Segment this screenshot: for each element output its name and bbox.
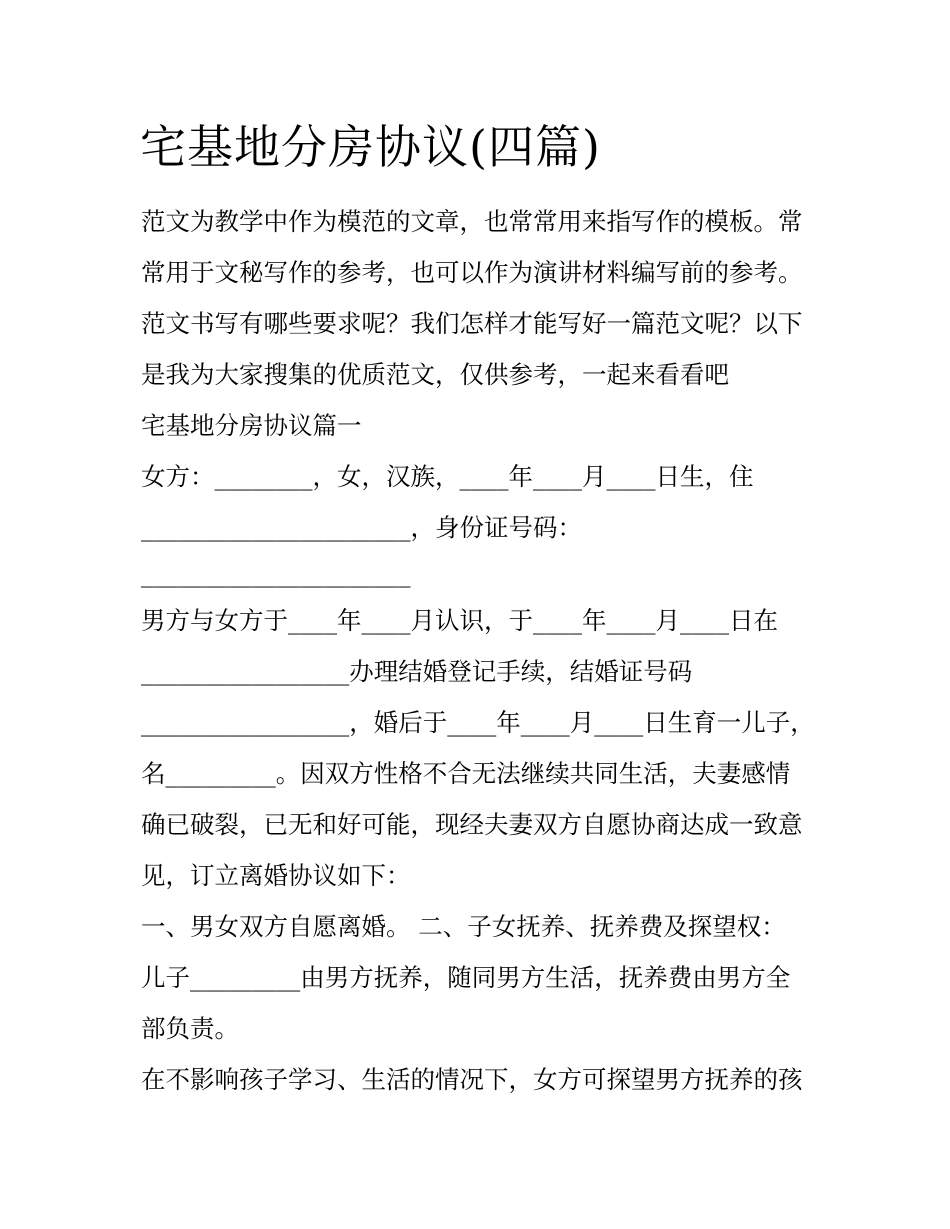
document-title: 宅基地分房协议(四篇) — [140, 120, 601, 174]
paragraph-line: ______________________，身份证号码： — [141, 513, 582, 542]
paragraph-line: 确已破裂，已无和好可能，现经夫妻双方自愿协商达成一致意 — [141, 810, 803, 839]
paragraph-line: 部负责。 — [141, 1014, 239, 1043]
paragraph-line: _________________办理结婚登记手续，结婚证号码 — [141, 657, 693, 686]
paragraph-line: 一、男女双方自愿离婚。 二、子女抚养、抚养费及探望权： — [141, 912, 786, 941]
paragraph-line: 男方与女方于____年____月认识，于____年____月____日在 — [141, 606, 778, 635]
paragraph-line: 在不影响孩子学习、生活的情况下，女方可探望男方抚养的孩 — [141, 1065, 803, 1094]
paragraph-line: 范文书写有哪些要求呢？我们怎样才能写好一篇范文呢？以下 — [141, 309, 803, 338]
paragraph-line: 范文为教学中作为模范的文章，也常常用来指写作的模板。常 — [141, 207, 803, 236]
paragraph-line: 儿子_________由男方抚养，随同男方生活，抚养费由男方全 — [141, 963, 791, 992]
paragraph-line: 常用于文秘写作的参考，也可以作为演讲材料编写前的参考。 — [141, 258, 803, 287]
paragraph-line: 名_________。因双方性格不合无法继续共同生活，夫妻感情 — [141, 759, 791, 788]
paragraph-line: _________________，婚后于____年____月____日生育一儿子， — [141, 708, 815, 737]
paragraph-line: ______________________ — [141, 559, 411, 588]
paragraph-line: 女方：________，女，汉族，____年____月____日生，住 — [141, 462, 754, 491]
paragraph-line: 见，订立离婚协议如下： — [141, 861, 411, 890]
paragraph-line: 是我为大家搜集的优质范文，仅供参考，一起来看看吧 — [141, 360, 729, 389]
section-heading: 宅基地分房协议篇一 — [141, 411, 362, 440]
